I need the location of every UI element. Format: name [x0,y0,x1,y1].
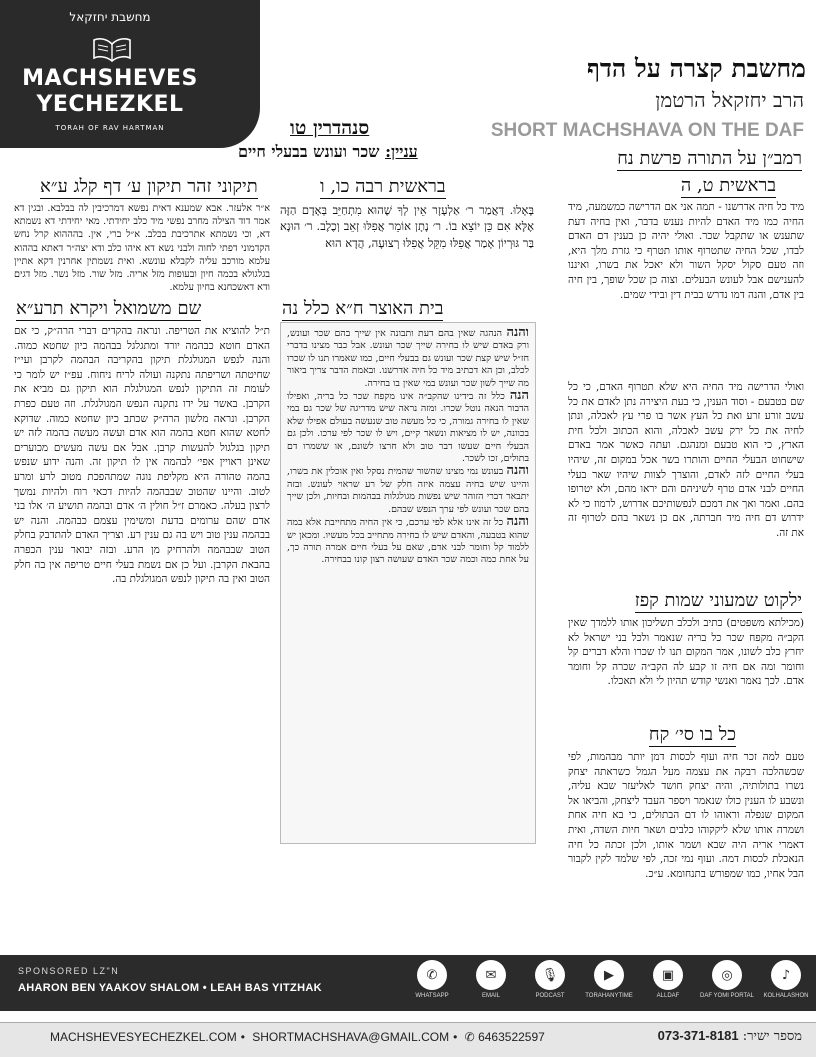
platform-icons [408,960,810,1008]
yalkut-heading: ילקוט שמעוני שמות קפז [634,590,802,611]
direct-line [658,1028,802,1044]
ramban-text-2 [568,380,804,588]
oz-para1: הנהגה שאין בהם דעת ותבונה אין שייך בהם שכר ועונש, ורק באדם שיש לו בחירה שייך שכר ועונש. אבל כבר מצינו בדברי חז״ל שיש קצת שכר ועונש גם בבעלי חיים, כמו שאמרו תנו לו שכרו לכלב, וכן הא דכתיב מיד כל חיה אדרשנו. ובאמת הדבר צריך ביאור מה שייך לשון שכר ועונש במי שאין בו בחירה. [287,328,529,389]
oz-para2-lead: הנה [509,388,529,404]
microphone-icon: 🎙 [535,960,565,990]
logo-tagline: TORAH OF RAV HARTMAN [55,124,165,132]
inyan-label: עניין: [385,142,418,161]
alldaf-icon: ▣ [653,960,683,990]
zohar-text [14,202,270,296]
ramban-paragraph-1: מיד כל חיה אדרשנו - תמה אני אם הדרישה כמשמעה, מיד החיה כמו מיד האדם להיות נענש בדבר, ואין בחיה דעת שתענש או שתקבל שכר. ואולי יהיה כן בענין דם האדם לבדו, שכל החיה שתטרוף אותו תטרף כי גזרת מלך היא, וזה טעם סקול יסקל השור ולא יאכל את בשרו, ואיננו להענישם אבל לעונש הבעלים. וצוה כן שכל שופך, בין חיה בין אדם, והנה דמו נדרש בבית דין ובידי שמים. [568,201,804,301]
oz-para1-lead: והנה [506,325,529,340]
whatsapp-icon: ✆ [417,960,447,990]
website-link[interactable]: MACHSHEVESYECHEZKEL.COM [50,1030,237,1044]
rabbah-paragraph: בָּאָלוּ. דַּאֲמַר ר׳ אַלְעָזָר אֵין לְךָ שֶׁהוּא מִתְחַיֵּב בְּאָדָם הַזֶּה אֶלָּא אִם כֵּן יוֹצֵא בוֹ. ר׳ נָתָן אוֹמֵר אֲפִלּוּ זְאֵב וְכֶלֶב. ר׳ הוּנָא בַּר גּוּרְיוֹן אָמַר אֲפִלּוּ מִקֵּל אֲפִלּוּ רְצוּעָה, הֲדָא הוּא [280,203,534,250]
direct-line-label: מספר ישיר: [742,1029,802,1044]
logo-name-line1: MACHSHEVES [22,66,198,91]
yalkut-text [568,616,804,736]
rav-name: הרב יחזקאל הרטמן [655,88,804,112]
whatsapp-label: WHATSAPP [415,993,449,999]
daf-title: סנהדרין טו [290,117,370,139]
separator-dot: • [453,1030,458,1044]
podcast-link[interactable] [526,960,574,1008]
rabbah-text [280,202,534,300]
logo-name-line2: YECHEZKEL [36,92,184,117]
logo-block [0,0,260,148]
torahanytime-link[interactable] [585,960,633,1008]
ramban-subheading: בראשית ט, ה [680,175,776,196]
podcast-label: PODCAST [535,993,565,999]
oz-para3: בעונש נמי מצינו שהשור שהמית נסקל ואין אוכלין את בשרו, והיינו שיש בחיה עצמה איזה חלק של רע שראוי לעונש. ובזה יתבאר דברי הזוהר שיש נפשות מגולגלות בבהמות ובחיות, ולכן שייך בהם שכר ועונש לפי ערך הנפש שבהם. [287,466,529,515]
inyan-line [238,142,418,162]
sponsor-names [18,982,322,994]
email-icon: ✉ [476,960,506,990]
contact-line [50,1030,545,1044]
oz-para4: כל זה אינו אלא לפי ערכם, כי אין החיה מתחייבת אלא במה שהוא בטבעה, והאדם שיש לו בחירה מתחייב בכל מעשיו. ומכאן יש ללמוד קל וחומר לבני אדם, שאם על בעלי חיים אמרה תורה כך, על אחת כמה וכמה שכר האדם שעושה רצון קונו בבחירה. [287,517,529,566]
ramban-text [568,200,804,374]
shem-heading: שם משמואל ויקרא תרע״א [16,298,202,319]
ramban-paragraph-2: ואולי הדרישה מיד החיה היא שלא תטרוף האדם, כי כל שם בטבעם - וסוד הענין, כי בעת היצירה נתן לאדם את כל עשב זורע זרע ואת כל העץ אשר בו פרי עץ לאכלה, ונתן לחיה את כל ירק עשב לאכלה, והוא הכתוב ולכל חית הארץ, כי הוא טבעם ומנהגם. ועתה כאשר אמר באדם שישחוט הבעלי החיים והותרו בשר אכל במקום זה, שיהיו בעלי החיים לזה לאדם, והוצרך לצוות שיהיו שאר בעלי החיים לבני אדם טרף לשיניהם והם יראו מהם, ולא יטרופו בהם. ואמר ואך את דמכם לנפשותיכם אדרוש, לרמוז כי לא ידרוש דם חיה מיד חברתה, אם כן נשאר בהם לטרוף זה את זה. [568,381,804,539]
whatsapp-link[interactable] [408,960,456,1008]
dafyomi-portal-label: DAF YOMI PORTAL [700,993,755,999]
yalkut-paragraph: (מכילתא משפטים) כתיב ולכלב תשליכון אותו ללמדך שאין הקב״ה מקפח שכר כל בריה שנאמר ולכל בני ישראל לא יחרץ כלב לשונו, אמר המקום תנו לו שכרו והלא דברים קל וחומר ומה אם חיה זו קבע לה הקב״ה שכרה קל וחומר אדם. לכך נאמר ואנשי קודש תהיון לי ולא תאכלו. [568,617,804,688]
email-address[interactable]: SHORTMACHSHAVA@GMAIL.COM [252,1030,450,1044]
email-label: EMAIL [481,993,500,999]
kolhalashon-icon: ♪ [771,960,801,990]
kol-bo-heading: כל בו סי׳ קח [648,724,736,745]
zohar-heading: תיקוני זהר תיקון ע׳ דף קלג ע״א [40,176,258,197]
kol-bo-text [568,750,804,946]
whatsapp-small-icon: ✆ [464,1030,475,1044]
shem-paragraph: ת״ל להוציא את הטריפה. ונראה בהקדים דברי הרה״ק, כי אם האדם חוטא כבהמה יורד ומתגלגל בבהמה כיון שחטא כמוה. והנה לנפש המגולגלת תיקון בהקריבה הבהמה לקרבן ועי״ז שחיטתה ושריפתה נתקנה ועולה לריח ניחוח. עפ״ז יש לומר כי לעומת זה התיקון לנפש המגולגלת הוא תיקון גם מביא את הקרבן. באשר על ידו נתקנה הנפש המגולגלת. וזה טעם כפרת הקרבן. ונראה מלשון הרה״ק שכתב כיון שחטא כמוה. שדוקא לחטא שהוא חטא בהמה הוא אדם ועשה מעשה בהמה לזה יש תיקון בגלגול להעשות קרבן. אבל אם עשה מעשים מכוערים שאינן ראויין אפי׳ לבהמה אין לו תיקון זה. והנה ידוע שנפש בהמה טהורה היא מקליפת נוגה שמתהפכת מטוב לרע ומרע לטוב. והיינו שהטוב שבבהמה להיות דכאי רוח ולהיות נמשך לרצון בעלה. כאמרם ז״ל חולין ה׳ אדם ובהמה תושיע ה׳ אלו בני אדם שהם ערומים בדעת ומשימין עצמם כבהמה. והנה יש בבהמה ענין טוב ויש בה גם ענין רע. וצריך האדם להתדבק בחלק הטוב שבבהמה ולהרחיק מן הרע. ובזה יבואר ענין הכפרה בהבאת הקרבן. ועל כן אם נשמת בעלי חיים טריפה אין בה חלק הטוב ואין בה תיקון לנפש המגולגלת בה. [14,325,270,586]
ramban-heading: רמב״ן על התורה פרשת נח [617,148,802,169]
dafyomi-portal-icon: ◎ [712,960,742,990]
oz-heading: בית האוצר ח״א כלל נה [282,298,444,319]
kol-bo-paragraph: טעם למה זכר חיה ועוף לכסות דמן יותר מבהמות, לפי שכשהלכה רבקה את עצמה מעל הגמל כשראתה יצחק נשרו בתולותיה, והיה יצחק חושד לאליעזר שבא עליה, ונשבע לו הענין כולו שנאמר ויספר העבד ליצחק, והביאו אל המקום שנפלה וראוהו לו דם הבתולים, כי בא חיה אחת ושמרה אותו שלא ליקקוהו כלבים ושאר חיות השדה, ואית דאמרי אריה היה שבא ושמר אותו, ולכן זכתה כל חיה הנאכלת לכסות דמה. ועוף נמי זכה, לפי שלמד לקין לקבור הבל אחיו, כמו שמפורש בתנחומא. ע״כ. [568,751,804,880]
separator-dot: • [240,1030,245,1044]
hebrew-title: מחשבת קצרה על הדף [586,54,806,83]
logo-hebrew: מחשבת יחזקאל [69,10,151,24]
inyan-topic: שכר ועונש בבעלי חיים [238,142,380,161]
phone-number[interactable]: 6463522597 [478,1030,545,1044]
zohar-paragraph: א״ר אלעזר. אבא שמענא דאית נפשא דמרכיבין לה בבלבא. ובגין דא אמר דוד הצילה מחרב נפשי מיד כלב יחידתי. מאי יחידתי דא נשמתא דא, וכי נשמתא אתרכיבת בכלב. א״ל ברי, אין. בהההוא קרל נחש הקדמוני דפתי לחוה ולבני נשא דא איהו כלב ודא יצה״ר דאתא בההוא עלמא מורכב עליה לקבלא עונשא. ואית נשמתין אחרנין דקא אתיין בגלגולא בכמה חיון ובעופות מזל אריה. מזל שור. מזל נשר. מזל דגים ודא דאשכחנא בחיון עלמא. [14,203,270,294]
sponsor-separator: • [202,982,207,994]
english-title: SHORT MACHSHAVA ON THE DAF [490,120,804,141]
sponsor-name-1: AHARON BEN YAAKOV SHALOM [18,982,200,994]
oz-para2: כלל זה בידינו שהקב״ה אינו מקפח שכר כל בריה, ואפילו הדבור הנאה נוטל שכרו. ומזה נראה שיש מדריגה של שכר גם במי שאין לו בחירה גמורה, כי כל מעשה טוב שנעשה בעולם אפילו שלא בכוונה, יש לו מציאות ונשאר קיים, ויש לו שכר לפי ערכו. ולכן גם הבעלי חיים שעשו דבר טוב ולא חרצו לשונם, או ששמרו דם בתולים, זכו לשכר. [287,391,529,465]
oz-para3-lead: והנה [506,463,529,479]
dafyomi-portal-link[interactable] [700,960,755,1008]
oz-para4-lead: והנה [506,514,530,530]
email-link[interactable] [467,960,515,1008]
oz-scan-block [280,322,536,844]
sponsor-label: SPONSORED LZ"N [18,966,120,976]
torahanytime-icon: ▶ [594,960,624,990]
sponsor-name-2: LEAH BAS YITZHAK [210,982,322,994]
kolhalashon-label: KOLHALASHON [763,993,809,999]
kolhalashon-link[interactable] [762,960,810,1008]
alldaf-link[interactable] [644,960,692,1008]
open-book-icon [92,36,132,62]
direct-line-number[interactable]: 073-371-8181 [657,1028,739,1043]
torahanytime-label: TORAHANYTIME [585,993,633,999]
rabbah-heading: בראשית רבה כו, ו [320,176,446,197]
alldaf-label: ALLDAF [656,993,680,999]
shem-text [14,324,270,946]
